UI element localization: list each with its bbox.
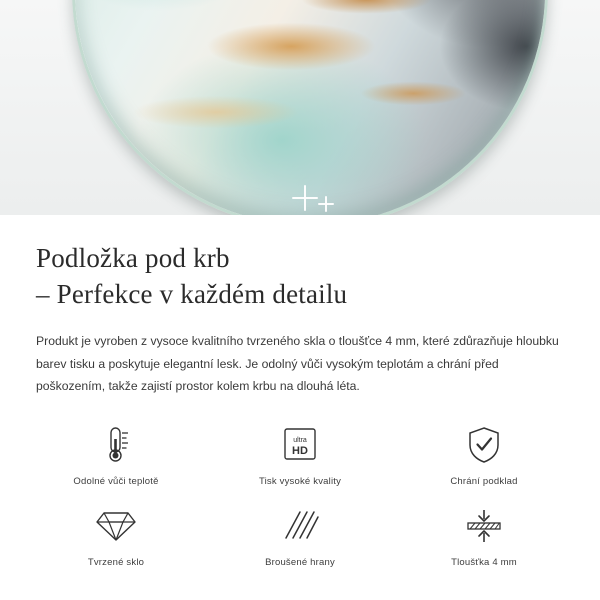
feature-label: Broušené hrany xyxy=(265,556,335,568)
thickness-arrows-icon xyxy=(462,505,506,547)
ultra-hd-icon xyxy=(280,424,320,466)
feature-label: Odolné vůči teplotě xyxy=(73,475,159,487)
thermometer-icon xyxy=(99,424,133,466)
feature-item-print-quality xyxy=(208,424,392,487)
feature-item-temperature xyxy=(24,424,208,487)
shield-check-icon xyxy=(466,424,502,466)
feature-label: Tloušťka 4 mm xyxy=(451,556,517,568)
feature-item-protection xyxy=(392,424,576,487)
svg-text:HD: HD xyxy=(292,444,308,457)
polished-edges-icon xyxy=(280,505,320,547)
headline-line-1: Podložka pod krb xyxy=(36,243,230,273)
hero-image xyxy=(0,0,600,215)
content-block xyxy=(0,215,600,398)
glass-pad-product-image xyxy=(72,0,548,215)
feature-label: Tvrzené sklo xyxy=(87,556,145,568)
feature-item-tempered-glass xyxy=(24,505,208,568)
headline-line-2: – Perfekce v každém detailu xyxy=(36,278,348,309)
feature-grid xyxy=(0,424,600,568)
product-description-text: Produkt je vyroben z vysoce kvalitního tvrzeného skla o tloušťce 4 mm, které zdůrazňuje hloubku barev tisku a poskytuje elegantní lesk. Je odolný vůči vysokým teplotám a chrání před poškozením, takže zajistí prostor kolem krbu na dlouhá léta. xyxy=(36,334,559,394)
feature-item-polished-edges xyxy=(208,505,392,568)
feature-label: Tisk vysoké kvality xyxy=(258,475,342,487)
page-title xyxy=(36,241,564,312)
feature-label: Chrání podklad xyxy=(450,475,518,487)
feature-item-thickness xyxy=(392,505,576,568)
diamond-icon xyxy=(95,505,137,547)
svg-text:ultra: ultra xyxy=(293,436,307,444)
